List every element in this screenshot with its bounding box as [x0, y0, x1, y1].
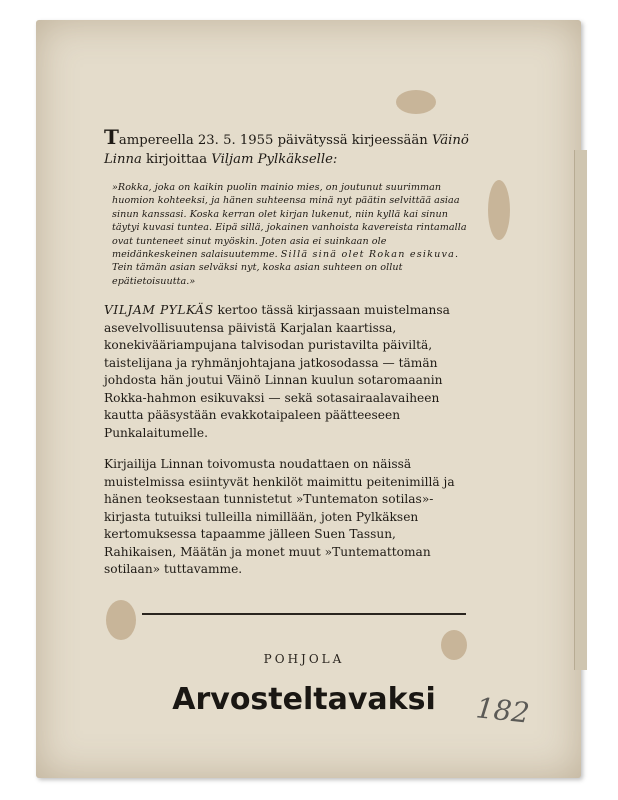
handwritten-number: 182: [474, 691, 532, 730]
description-paragraph: VILJAM PYLKÄS kertoo tässä kirjassaan muistelmansa asevelvollisuutensa päivistä Karjalan kaartissa, konekivääriampujana talvisodan puristavilta päiviltä, taistelijana ja ryhmänjohtajana jatkosodassa — tämän johdosta hän joutui Väinö Linnan kuulun sotaromaanin Rokka-hahmon esikuvaksi — sekä sotasairaalavaiheen kautta pääsystään evakkotaipaleen päätteeseen Punkalaitumelle.: [104, 303, 450, 440]
author-name: Väinö Linna: [104, 133, 469, 167]
stain: [396, 90, 436, 114]
spine-strip: [574, 150, 587, 670]
note-paragraph: Kirjailija Linnan toivomusta noudattaen on näissä muistelmissa esiintyvät henkilöt maimittu peitenimillä ja hänen teoksestaan tunnistetut »Tuntematon sotilas»-kirjasta tutuiksi tulleilla nimillään, joten Pylkäksen kertomuksessa tapaamme jälleen Suen Tassun, Rahikaisen, Määtän ja monet muut »Tuntemattoman sotilaan» tuttavamme.: [104, 457, 455, 577]
divider-rule: [142, 613, 466, 615]
stain: [488, 180, 510, 240]
review-stamp: Arvosteltavaksi: [172, 682, 436, 717]
blurb-text: [104, 125, 470, 579]
recipient-name: Viljam Pylkäkselle:: [211, 152, 338, 167]
author-caps: VILJAM PYLKÄS: [104, 303, 214, 318]
drop-cap: T: [104, 125, 119, 149]
publisher-name: POHJOLA: [263, 652, 345, 666]
letter-quote: »Rokka, joka on kaikin puolin mainio mies, on joutunut suurimman huomion kohteeksi, ja hänen suhteensa minä nyt päätin selvittää asiaa sinun kanssasi. Koska kerran olet kirjan lukenut, niin kyllä kai sinun täytyi kuvasi tuntea. Eipä sillä, jokainen vanhoista kavereista rintamalla ovat tunteneet sinut myöskin. Joten asia ei suinkaan ole meidänkeskeinen salaisuutemme. Sillä sinä olet Rokan esikuva. Tein tämän asian selväksi nyt, koska asian suhteen on ollut epätietoisuutta.»: [112, 182, 467, 287]
stain: [106, 600, 136, 640]
intro-paragraph: Tampereella 23. 5. 1955 päivätyssä kirjeessään Väinö Linna kirjoittaa Viljam Pylkäkselle:: [104, 125, 469, 167]
